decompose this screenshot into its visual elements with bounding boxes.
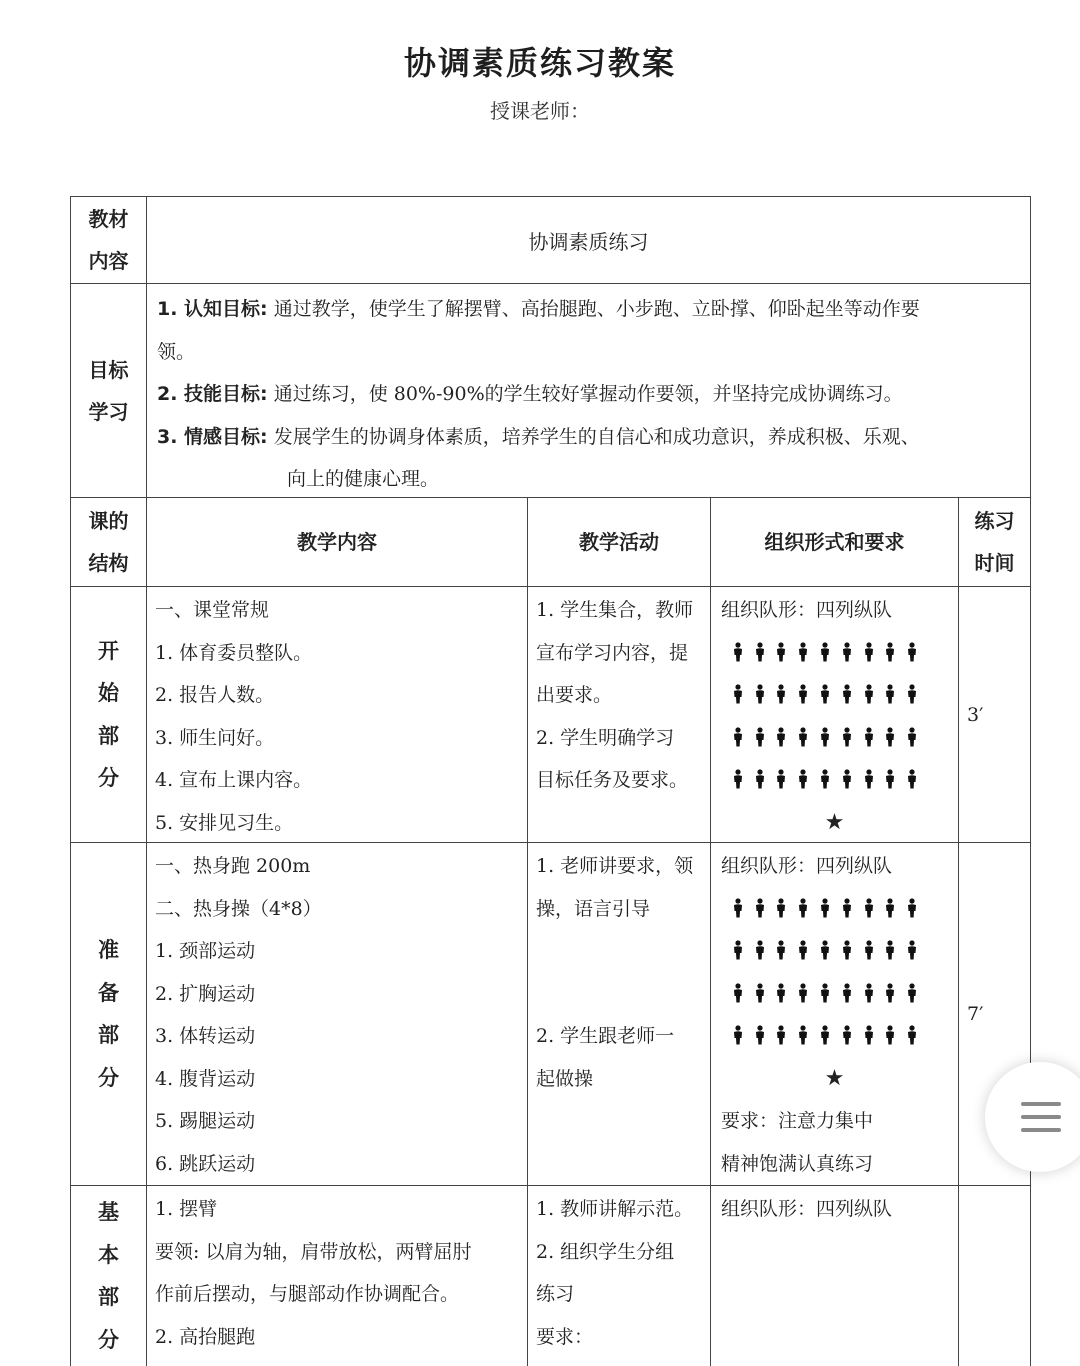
- activity-line: 1. 教师讲解示范。: [536, 1198, 694, 1220]
- student-icon: [836, 684, 858, 706]
- student-icon: [901, 769, 923, 791]
- content-line: 一、课堂常规: [155, 599, 270, 621]
- student-icon: [858, 727, 880, 749]
- content-line: 2. 扩胸运动: [155, 982, 256, 1005]
- section-name: [71, 587, 147, 842]
- student-icon: [901, 642, 923, 664]
- goals-header: [71, 284, 147, 497]
- formation-row: [721, 632, 948, 675]
- menu-icon: [1021, 1115, 1061, 1119]
- activity-line: 2. 组织学生分组: [536, 1240, 675, 1263]
- student-icon: [880, 769, 902, 791]
- content-line: 3. 师生问好。: [155, 726, 275, 749]
- student-icon: [901, 940, 923, 962]
- student-icon: [792, 684, 814, 706]
- student-icon: [771, 1025, 793, 1047]
- activity-line: 起做操: [536, 1067, 594, 1090]
- student-icon: [749, 898, 771, 920]
- student-icon: [901, 1025, 923, 1047]
- section-activity: [528, 843, 711, 1185]
- goal-item: [157, 288, 1020, 331]
- student-icon: [792, 898, 814, 920]
- teacher-star-icon: ★: [824, 1065, 845, 1091]
- student-icon: [727, 1025, 749, 1047]
- section-time: [959, 1186, 1030, 1366]
- student-icon: [880, 1025, 902, 1047]
- student-icon: [771, 642, 793, 664]
- content-line: 6. 跳跃运动: [155, 1152, 256, 1175]
- student-icon: [901, 983, 923, 1005]
- section-content: [147, 587, 528, 842]
- student-icon: [836, 727, 858, 749]
- section-name-char: 始: [98, 681, 119, 705]
- student-icon: [836, 898, 858, 920]
- student-icon: [749, 727, 771, 749]
- section-name: [71, 1186, 147, 1366]
- student-icon: [749, 1025, 771, 1047]
- formation-row: [721, 717, 948, 760]
- content-line: 3. 体转运动: [155, 1025, 256, 1047]
- page-title: 协调素质练习教案: [403, 44, 676, 82]
- student-icon: [880, 898, 902, 920]
- activity-line: [536, 973, 702, 1016]
- section-org: [711, 587, 959, 842]
- activity-line: 1. 老师讲要求，领: [536, 855, 694, 877]
- student-icon: [727, 898, 749, 920]
- content-line: 5. 安排见习生。: [155, 811, 294, 834]
- section-name-char: 分: [98, 1327, 119, 1352]
- student-icon: [814, 727, 836, 749]
- student-icon: [771, 684, 793, 706]
- student-icon: [836, 642, 858, 664]
- student-icon: [771, 769, 793, 791]
- student-icon: [880, 642, 902, 664]
- section-name-char: 准: [98, 938, 119, 962]
- goal-text: 通过教学，使学生了解摆臂、高抬腿跑、小步跑、立卧撑、仰卧起坐等动作要: [273, 298, 920, 320]
- student-icon: [792, 1025, 814, 1047]
- student-icon: [858, 684, 880, 706]
- content-line: 1. 体育委员整队。: [155, 641, 313, 664]
- student-icon: [727, 727, 749, 749]
- section-activity: [528, 587, 711, 842]
- section-name-char: 部: [98, 723, 119, 748]
- content-line: 2. 高抬腿跑: [155, 1325, 256, 1348]
- goal-text: 通过练习，使 80%-90%的学生较好掌握动作要领，并坚持完成协调练习。: [273, 383, 903, 405]
- student-icon: [792, 983, 814, 1005]
- goal-item: [157, 373, 1020, 416]
- material-header-line: 教材: [88, 207, 129, 231]
- goal-label: 3. 情感目标:: [157, 425, 268, 448]
- section-name-char: 基: [98, 1200, 119, 1224]
- section-name-char: 分: [98, 766, 119, 790]
- student-icon: [727, 940, 749, 962]
- goals-list: [147, 284, 1030, 497]
- col-structure-line: 课的: [88, 509, 129, 533]
- menu-icon: [1021, 1102, 1061, 1106]
- col-structure-line: 结构: [88, 551, 129, 575]
- section-row: [70, 586, 1031, 842]
- student-icon: [792, 769, 814, 791]
- content-line: 要领: 以肩为轴，肩带放松，两臂屈肘: [155, 1240, 472, 1263]
- student-icon: [814, 983, 836, 1005]
- goal-text: 发展学生的协调身体素质，培养学生的自信心和成功意识，养成积极、乐观、: [273, 425, 920, 448]
- student-icon: [836, 983, 858, 1005]
- student-icon: [792, 940, 814, 962]
- student-icon: [858, 642, 880, 664]
- section-content: [147, 843, 528, 1185]
- content-line: 4. 腹背运动: [155, 1067, 256, 1090]
- org-title: 组织队形：四列纵队: [721, 855, 893, 877]
- formation-diagram: [721, 888, 948, 1058]
- sections: [70, 586, 1031, 1366]
- goals-row: [70, 283, 1031, 497]
- content-line: 2. 报告人数。: [155, 684, 275, 706]
- formation-row: [721, 759, 948, 802]
- section-name-char: 部: [98, 1023, 119, 1047]
- student-icon: [771, 898, 793, 920]
- student-icon: [814, 684, 836, 706]
- student-icon: [880, 727, 902, 749]
- org-note: 精神饱满认真练习: [721, 1152, 874, 1175]
- section-activity: [528, 1186, 711, 1366]
- goal-label: 2. 技能目标:: [157, 383, 268, 405]
- student-icon: [727, 983, 749, 1005]
- material-value: 协调素质练习: [528, 229, 649, 254]
- section-name-char: 备: [98, 980, 119, 1005]
- goal-item: [157, 416, 1020, 459]
- section-org: [711, 1186, 959, 1366]
- org-title: 组织队形：四列纵队: [721, 1198, 893, 1220]
- col-time-line: 练习: [974, 509, 1015, 533]
- section-name-char: 部: [98, 1285, 119, 1309]
- student-icon: [792, 642, 814, 664]
- student-icon: [901, 727, 923, 749]
- section-row: [70, 1185, 1031, 1366]
- student-icon: [727, 684, 749, 706]
- activity-line: 宣布学习内容，提: [536, 641, 689, 664]
- student-icon: [858, 983, 880, 1005]
- section-name-char: 分: [98, 1065, 119, 1090]
- student-icon: [727, 642, 749, 664]
- student-icon: [901, 898, 923, 920]
- student-icon: [880, 940, 902, 962]
- org-title: 组织队形：四列纵队: [721, 599, 893, 621]
- activity-line: [536, 930, 702, 973]
- student-icon: [727, 769, 749, 791]
- student-icon: [749, 940, 771, 962]
- activity-line: 练习: [536, 1283, 575, 1305]
- content-line: 5. 踢腿运动: [155, 1110, 256, 1132]
- goals-header-line: 目标: [88, 357, 129, 382]
- student-icon: [836, 940, 858, 962]
- content-line: 1. 颈部运动: [155, 940, 256, 962]
- org-note: 要求：注意力集中: [721, 1110, 874, 1132]
- col-time: [959, 498, 1030, 586]
- formation-diagram: [721, 632, 948, 802]
- col-org: 组织形式和要求: [711, 498, 959, 586]
- section-content: [147, 1186, 528, 1366]
- content-line: 一、热身跑 200m: [155, 855, 311, 877]
- student-icon: [858, 769, 880, 791]
- activity-line: 1. 学生集合，教师: [536, 599, 694, 621]
- goal-text-cont: 领。: [157, 340, 196, 363]
- menu-icon: [1021, 1128, 1061, 1132]
- section-time: 7′: [967, 1003, 984, 1025]
- student-icon: [771, 727, 793, 749]
- section-name-char: 开: [98, 638, 119, 663]
- teacher-star-icon: ★: [824, 809, 845, 835]
- material-header-line: 内容: [88, 249, 129, 273]
- section-name: [71, 843, 147, 1185]
- section-time: 3′: [967, 703, 984, 726]
- activity-line: 2. 学生明确学习: [536, 726, 675, 749]
- student-icon: [814, 1025, 836, 1047]
- col-time-line: 时间: [974, 551, 1015, 575]
- goals-header-line: 学习: [88, 399, 129, 424]
- student-icon: [792, 727, 814, 749]
- student-icon: [858, 1025, 880, 1047]
- formation-row: [721, 674, 948, 717]
- student-icon: [814, 642, 836, 664]
- goal-text-cont: 向上的健康心理。: [287, 468, 440, 490]
- student-icon: [858, 940, 880, 962]
- column-header-row: [70, 497, 1031, 586]
- lesson-plan-table: [70, 196, 1031, 1366]
- formation-row: [721, 973, 948, 1016]
- formation-row: [721, 1015, 948, 1058]
- student-icon: [749, 642, 771, 664]
- student-icon: [836, 1025, 858, 1047]
- material-header: [71, 197, 147, 283]
- teacher-label: 授课老师：: [490, 99, 590, 123]
- content-line: 1. 摆臂: [155, 1198, 218, 1220]
- student-icon: [901, 684, 923, 706]
- activity-line: 2. 学生跟老师一: [536, 1025, 675, 1047]
- student-icon: [836, 769, 858, 791]
- student-icon: [814, 940, 836, 962]
- activity-line: 出要求。: [536, 684, 613, 706]
- student-icon: [880, 684, 902, 706]
- student-icon: [771, 983, 793, 1005]
- col-content: 教学内容: [147, 498, 528, 586]
- activity-line: 目标任务及要求。: [536, 769, 689, 791]
- content-line: 作前后摆动，与腿部动作协调配合。: [155, 1283, 460, 1305]
- section-org: [711, 843, 959, 1185]
- student-icon: [771, 940, 793, 962]
- section-row: [70, 842, 1031, 1185]
- content-line: 二、热身操（4*8）: [155, 897, 322, 920]
- activity-line: 要求：: [536, 1325, 594, 1348]
- material-row: [70, 196, 1031, 283]
- student-icon: [749, 983, 771, 1005]
- activity-line: 操，语言引导: [536, 897, 651, 920]
- formation-row: [721, 930, 948, 973]
- content-line: 4. 宣布上课内容。: [155, 769, 313, 791]
- student-icon: [880, 983, 902, 1005]
- section-name-char: 本: [98, 1242, 119, 1267]
- goal-label: 1. 认知目标:: [157, 298, 268, 320]
- student-icon: [814, 769, 836, 791]
- student-icon: [814, 898, 836, 920]
- formation-row: [721, 888, 948, 931]
- student-icon: [858, 898, 880, 920]
- col-structure: [71, 498, 147, 586]
- col-activity: 教学活动: [528, 498, 711, 586]
- student-icon: [749, 684, 771, 706]
- student-icon: [749, 769, 771, 791]
